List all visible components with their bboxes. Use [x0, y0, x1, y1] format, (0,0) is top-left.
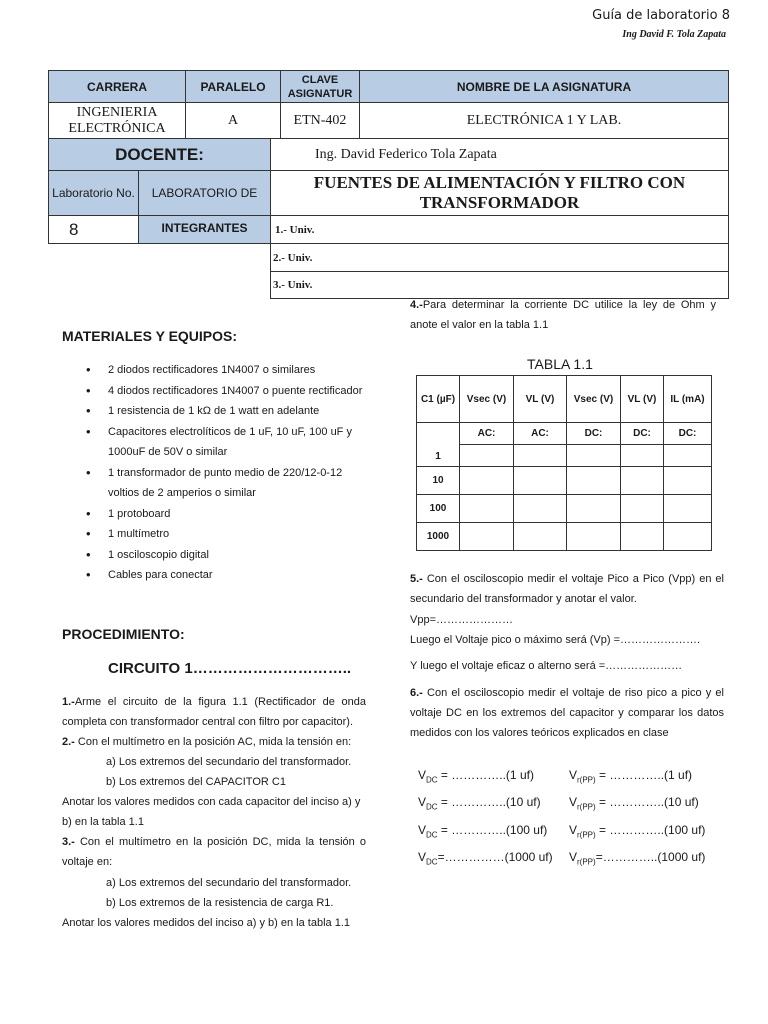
doc-header-author: Ing David F. Tola Zapata	[622, 29, 726, 40]
header-clave: CLAVE ASIGNATUR	[280, 70, 360, 103]
tabla-mode: AC:	[514, 423, 567, 445]
tabla-cell[interactable]	[514, 467, 567, 495]
tabla-cell[interactable]	[664, 467, 712, 495]
step-3: 3.- Con el multímetro en la posición DC, mida la tensión o voltaje en:	[62, 836, 366, 868]
tabla-cell[interactable]	[664, 523, 712, 551]
tabla-header: C1 (µF)	[417, 376, 460, 423]
vp-line: Luego el Voltaje pico o máximo será (Vp) =………………….	[410, 634, 701, 646]
tabla-cell[interactable]	[460, 523, 514, 551]
tabla-cell[interactable]	[621, 467, 664, 495]
tabla-row-label: 1	[417, 423, 460, 467]
list-item: • 4 diodos rectificadores 1N4007 o puente rectificador	[86, 381, 376, 402]
header-carrera: CARRERA	[48, 70, 186, 103]
tabla-cell[interactable]	[514, 495, 567, 523]
step-3b: b) Los extremos de la resistencia de carga R1.	[106, 897, 334, 909]
lab-no-label: Laboratorio No.	[48, 170, 139, 216]
tabla-row-label: 10	[417, 467, 460, 495]
paralelo-value: A	[185, 102, 281, 139]
header-paralelo: PARALELO	[185, 70, 281, 103]
tabla-1-1	[416, 375, 712, 551]
list-item: • 1 multímetro	[86, 524, 376, 545]
step-5: 5.- Con el osciloscopio medir el voltaje Pico a Pico (Vpp) en el secundario del transformador y anotar el valor.	[410, 573, 724, 605]
tabla-cell[interactable]	[567, 523, 621, 551]
univ-1: 1.- Univ.	[270, 215, 729, 244]
docente-value: Ing. David Federico Tola Zapata	[270, 138, 729, 171]
lab-de-label: LABORATORIO DE	[138, 170, 271, 216]
step-1: 1.-Arme el circuito de la figura 1.1 (Rectificador de onda completa con transformador central con filtro por capacitor).	[62, 696, 366, 728]
list-item: • 1 resistencia de 1 kΩ de 1 watt en adelante	[86, 401, 376, 422]
list-item: • 1 transformador de punto medio de 220/12-0-12 voltios de 2 amperios o similar	[86, 463, 376, 504]
list-item: • Capacitores electrolíticos de 1 uF, 10 uF, 100 uF y 1000uF de 50V o similar	[86, 422, 376, 463]
list-item: • 1 osciloscopio digital	[86, 545, 376, 566]
docente-label: DOCENTE:	[48, 138, 271, 171]
clave-value: ETN-402	[280, 102, 360, 139]
tabla-mode: DC:	[664, 423, 712, 445]
list-item: • 1 protoboard	[86, 504, 376, 525]
header-nombre: NOMBRE DE LA ASIGNATURA	[359, 70, 729, 103]
tabla-cell[interactable]	[621, 495, 664, 523]
lab-number: 8	[48, 215, 139, 244]
univ-3: 3.- Univ.	[270, 271, 729, 299]
nombre-value: ELECTRÓNICA 1 Y LAB.	[359, 102, 729, 139]
tabla-cell[interactable]	[460, 467, 514, 495]
step-4: 4.-Para determinar la corriente DC utilice la ley de Ohm y anote el valor en la tabla 1.1	[410, 299, 716, 331]
tabla-row-label: 100	[417, 495, 460, 523]
circuito-heading: CIRCUITO 1…………………………..	[108, 660, 352, 677]
tabla-mode: DC:	[567, 423, 621, 445]
tabla-row-label: 1000	[417, 523, 460, 551]
tabla-cell[interactable]	[621, 523, 664, 551]
vdc-list: $V_{DC}$ = …………..(1 uf) $V_{DC}$ = …………..(10 uf) $V_{DC}$ = …………..(100 uf) $V_{DC}=\dots\dots\dots\dots\dots(1000$ uf)	[418, 768, 553, 867]
tabla-cell[interactable]	[460, 495, 514, 523]
step-2: 2.- Con el multímetro en la posición AC, mida la tensión en:	[62, 736, 352, 748]
tabla-cell[interactable]	[664, 445, 712, 467]
tabla-cell[interactable]	[621, 445, 664, 467]
veff-line: Y luego el voltaje eficaz o alterno será =…………………	[410, 660, 683, 672]
tabla-cell[interactable]	[514, 445, 567, 467]
materiales-heading: MATERIALES Y EQUIPOS:	[62, 328, 238, 344]
tabla-mode: AC:	[460, 423, 514, 445]
step-3-note: Anotar los valores medidos del inciso a) y b) en la tabla 1.1	[62, 917, 350, 929]
tabla-header: VL (V)	[514, 376, 567, 423]
tabla-cell[interactable]	[567, 445, 621, 467]
procedimiento-heading: PROCEDIMIENTO:	[62, 626, 185, 642]
carrera-value: INGENIERIA ELECTRÓNICA	[48, 102, 186, 139]
tabla-cell[interactable]	[514, 523, 567, 551]
step-2b: b) Los extremos del CAPACITOR C1	[106, 776, 286, 788]
step-2a: a) Los extremos del secundario del transformador.	[106, 756, 352, 768]
tabla-header: Vsec (V)	[460, 376, 514, 423]
vpp-line: Vpp=…………………	[410, 614, 513, 626]
vr-list: $V_{r(PP)}$ = …………..(1 uf) $V_{r(PP)}$ = …………..(10 uf) $V_{r(PP)}$ = …………..(100 uf) $V_{r(PP)}=\dots\dots\dots\dots..(1000$ uf)	[569, 768, 706, 867]
tabla-header: VL (V)	[621, 376, 664, 423]
integrantes-label: INTEGRANTES	[138, 215, 271, 244]
tabla-cell[interactable]	[664, 495, 712, 523]
step-2-note: Anotar los valores medidos con cada capacitor del inciso a) y b) en la tabla 1.1	[62, 796, 361, 828]
lab-title: FUENTES DE ALIMENTACIÓN Y FILTRO CON TRANSFORMADOR	[270, 170, 729, 216]
materiales-list	[86, 360, 376, 586]
univ-2: 2.- Univ.	[270, 243, 729, 272]
tabla-header: Vsec (V)	[567, 376, 621, 423]
step-6: 6.- Con el osciloscopio medir el voltaje de riso pico a pico y el voltaje DC en los extremos del capacitor y comparar los datos medidos con los valores teóricos explicados en clase	[410, 687, 724, 739]
list-item: • 2 diodos rectificadores 1N4007 o similares	[86, 360, 376, 381]
doc-header-title: Guía de laboratorio 8	[592, 8, 730, 23]
tabla-cell[interactable]	[567, 467, 621, 495]
tabla-header: IL (mA)	[664, 376, 712, 423]
list-item: • Cables para conectar	[86, 565, 376, 586]
tabla-cell[interactable]	[567, 495, 621, 523]
tabla-title: TABLA 1.1	[527, 356, 593, 372]
tabla-mode: DC:	[621, 423, 664, 445]
tabla-cell[interactable]	[460, 445, 514, 467]
step-3a: a) Los extremos del secundario del transformador.	[106, 877, 352, 889]
